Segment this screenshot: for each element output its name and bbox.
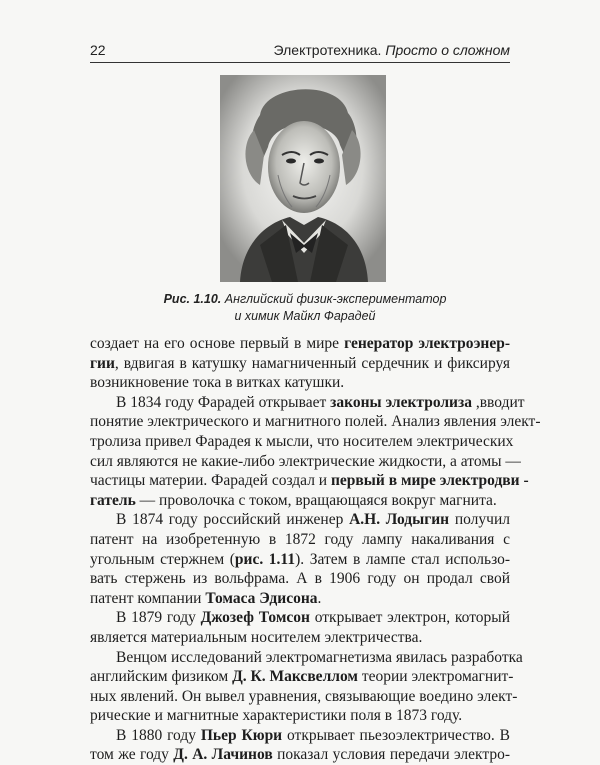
figure-label: Рис. 1.10.: [163, 292, 222, 306]
text-run: показал условия передачи электро-: [272, 746, 510, 764]
text-run: В 1874 году российский инженер: [116, 511, 350, 529]
text-line: [90, 667, 514, 687]
bold-term: Д. А. Лачинов: [173, 746, 273, 764]
text-line: сил являются не какие-либо электрические жидкости, а атомы —: [90, 452, 521, 470]
text-line: [90, 510, 510, 530]
body-text: [90, 334, 541, 765]
text-line: [90, 354, 510, 374]
caption-line-1: [140, 291, 470, 308]
text-line: [90, 550, 510, 570]
bold-term: Д. К. Максвеллом: [232, 668, 358, 686]
text-run: создает на его основе первый в мире: [90, 335, 345, 352]
text-run: — проволочка с током, вращающаяся вокруг магнита.: [135, 491, 497, 509]
bold-term: Томаса Эдисона: [205, 589, 318, 607]
text-run: .: [317, 589, 322, 607]
bold-term: Джозеф Томсон: [200, 609, 310, 627]
text-line: патент на изобретенную в 1872 году лампу накаливания с: [90, 530, 510, 548]
bold-term: законы электролиза: [330, 393, 472, 411]
text-line: [90, 589, 510, 609]
text-line: рические и магнитные характеристики поля в 1873 году.: [90, 707, 463, 725]
text-run: открывает пьезоэлектричество. В: [282, 726, 511, 744]
text-run: В 1879 году: [116, 609, 201, 627]
text-line: [90, 745, 510, 765]
figure-caption: [140, 291, 470, 325]
text-line: является материальным носителем электричества.: [90, 628, 423, 646]
text-run: , вдвигая в катушку намагниченный сердечник и фиксируя: [114, 354, 510, 372]
text-line: [90, 491, 510, 511]
bold-term: гатель: [90, 491, 136, 509]
text-run: ). Затем в лампе стал использо-: [295, 550, 511, 568]
text-run: угольным стержнем (: [90, 550, 235, 568]
text-line: вать стержень из вольфрама. А в 1906 году он продал свой: [90, 570, 510, 588]
text-run: ,вводит: [471, 393, 525, 411]
text-line: [90, 726, 510, 746]
text-run: частицы материи. Фарадей создал и: [90, 472, 331, 490]
text-line: [90, 608, 510, 628]
text-run: патент компании: [90, 589, 206, 607]
text-run: теории электромагнит-: [357, 668, 514, 686]
bold-term: гии: [90, 354, 115, 372]
caption-line-2: и химик Майкл Фарадей: [234, 309, 376, 323]
faraday-portrait-image: [220, 75, 386, 282]
text-line: тролиза привел Фарадея к мысли, что носителем электрических: [90, 432, 514, 450]
text-run: получил: [449, 511, 510, 529]
text-run: открывает электрон, который: [309, 609, 510, 627]
text-line: [90, 471, 529, 491]
caption-text-1: Английский физик-экспериментатор: [224, 292, 447, 306]
page-header: [90, 40, 510, 60]
bold-term: Пьер Кюри: [200, 726, 283, 744]
text-line: [90, 334, 510, 354]
text-line: возникновение тока в витках катушки.: [90, 374, 345, 392]
bold-term: первый в мире электродви -: [330, 472, 529, 490]
text-run: английским физиком: [90, 668, 233, 686]
book-subtitle: Просто о сложном: [385, 42, 510, 58]
book-title: Электротехника.: [273, 42, 382, 58]
header-rule: [90, 62, 510, 63]
page-number: 22: [90, 42, 106, 58]
text-line: понятие электрического и магнитного полей. Анализ явления элект-: [90, 413, 541, 431]
text-line: ных явлений. Он вывел уравнения, связывающие воедино элект-: [90, 687, 518, 705]
text-line: Венцом исследований электромагнетизма явилась разработка: [116, 648, 523, 666]
bold-term: А.Н. Лодыгин: [349, 511, 450, 529]
text-run: В 1834 году Фарадей открывает: [116, 393, 331, 411]
bold-term: рис. 1.11: [234, 550, 296, 568]
text-run: том же году: [90, 746, 174, 764]
running-title: [274, 42, 510, 58]
text-run: В 1880 году: [116, 726, 201, 744]
text-line: [90, 393, 525, 413]
bold-term: генератор электроэнер-: [344, 335, 510, 352]
